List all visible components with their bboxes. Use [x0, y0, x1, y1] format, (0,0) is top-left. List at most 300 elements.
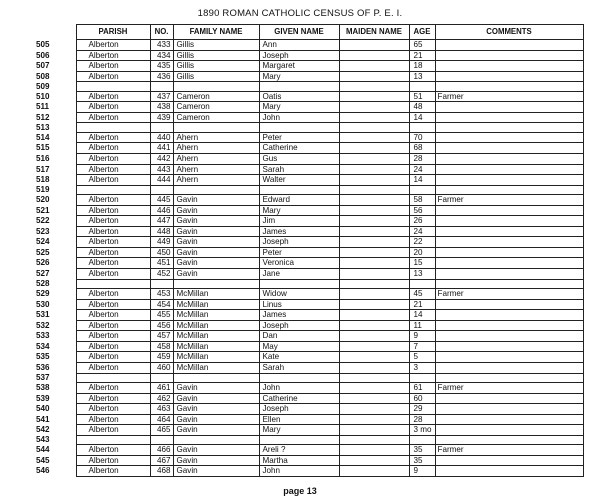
- maiden-name-cell: [339, 91, 409, 102]
- comments-cell: [435, 205, 583, 216]
- age-cell: 29: [409, 404, 435, 415]
- age-cell: 22: [409, 237, 435, 248]
- table-row: [36, 164, 583, 175]
- parish-cell: Alberton: [76, 299, 150, 310]
- maiden-name-cell: [339, 226, 409, 237]
- household-number-cell: 448: [150, 226, 173, 237]
- row-number: 528: [36, 279, 50, 289]
- age-cell: 13: [409, 71, 435, 82]
- family-name-cell: Gavin: [173, 269, 259, 280]
- family-name-cell: Ahern: [173, 154, 259, 165]
- given-name-cell: [259, 373, 339, 383]
- household-number-cell: 433: [150, 40, 173, 51]
- row-number: 532: [36, 320, 50, 330]
- row-number: 542: [36, 425, 50, 435]
- table-row: [36, 331, 583, 342]
- family-name-cell: [173, 373, 259, 383]
- given-name-cell: Peter: [259, 247, 339, 258]
- maiden-name-cell: [339, 258, 409, 269]
- table-row: [36, 50, 583, 61]
- age-cell: 18: [409, 61, 435, 72]
- table-row: [36, 425, 583, 436]
- family-name-cell: Ahern: [173, 164, 259, 175]
- row-number: 536: [36, 362, 50, 372]
- comments-cell: [435, 154, 583, 165]
- age-cell: [409, 82, 435, 92]
- comments-cell: [435, 247, 583, 258]
- household-number-cell: 442: [150, 154, 173, 165]
- maiden-name-cell: [339, 445, 409, 456]
- household-number-cell: 462: [150, 393, 173, 404]
- given-name-cell: [259, 82, 339, 92]
- row-number-header: [36, 25, 76, 40]
- age-cell: 3: [409, 362, 435, 373]
- parish-cell: Alberton: [76, 71, 150, 82]
- given-name-cell: Mary: [259, 71, 339, 82]
- table-row: [36, 341, 583, 352]
- household-number-cell: 457: [150, 331, 173, 342]
- row-number: 540: [36, 404, 50, 414]
- given-name-header: GIVEN NAME: [259, 25, 339, 40]
- parish-cell: Alberton: [76, 112, 150, 123]
- comments-cell: [435, 393, 583, 404]
- parish-cell: [76, 279, 150, 289]
- household-number-cell: 443: [150, 164, 173, 175]
- age-cell: [409, 435, 435, 445]
- parish-cell: [76, 123, 150, 133]
- row-number: 534: [36, 341, 50, 351]
- household-number-cell: 441: [150, 143, 173, 154]
- parish-cell: Alberton: [76, 352, 150, 363]
- parish-cell: Alberton: [76, 205, 150, 216]
- family-name-cell: Gavin: [173, 195, 259, 206]
- row-number: 505: [36, 40, 50, 49]
- table-row: [36, 143, 583, 154]
- comments-cell: [435, 175, 583, 186]
- comments-cell: [435, 102, 583, 113]
- family-name-cell: Ahern: [173, 175, 259, 186]
- family-name-cell: Gavin: [173, 466, 259, 477]
- parish-cell: Alberton: [76, 383, 150, 394]
- comments-cell: [435, 299, 583, 310]
- page-number: page 13: [283, 486, 317, 496]
- comments-cell: [435, 310, 583, 321]
- comments-cell: [435, 404, 583, 415]
- row-number: 507: [36, 61, 50, 71]
- row-number: 533: [36, 331, 50, 341]
- maiden-name-cell: [339, 143, 409, 154]
- given-name-cell: John: [259, 112, 339, 123]
- maiden-name-cell: [339, 289, 409, 300]
- row-number: 521: [36, 205, 50, 215]
- table-row: [36, 455, 583, 466]
- age-cell: 9: [409, 331, 435, 342]
- given-name-cell: Peter: [259, 132, 339, 143]
- given-name-cell: Jim: [259, 216, 339, 227]
- household-number-cell: 468: [150, 466, 173, 477]
- household-number-cell: 467: [150, 455, 173, 466]
- family-name-cell: McMillan: [173, 320, 259, 331]
- age-cell: 45: [409, 289, 435, 300]
- household-number-cell: 449: [150, 237, 173, 248]
- household-number-cell: 458: [150, 341, 173, 352]
- maiden-name-cell: [339, 352, 409, 363]
- age-cell: 24: [409, 226, 435, 237]
- family-name-cell: Cameron: [173, 91, 259, 102]
- table-row: [36, 279, 583, 289]
- table-row: [36, 362, 583, 373]
- age-cell: 24: [409, 164, 435, 175]
- household-number-cell: 459: [150, 352, 173, 363]
- parish-cell: Alberton: [76, 466, 150, 477]
- family-name-cell: Gavin: [173, 455, 259, 466]
- family-name-cell: McMillan: [173, 331, 259, 342]
- row-number: 530: [36, 299, 50, 309]
- given-name-cell: Joseph: [259, 50, 339, 61]
- comments-cell: [435, 61, 583, 72]
- family-name-cell: McMillan: [173, 341, 259, 352]
- household-number-cell: 436: [150, 71, 173, 82]
- comments-cell: Farmer: [435, 91, 583, 102]
- row-number: 543: [36, 435, 50, 445]
- given-name-cell: [259, 185, 339, 195]
- household-number-cell: 445: [150, 195, 173, 206]
- given-name-cell: Dan: [259, 331, 339, 342]
- family-name-cell: Gavin: [173, 393, 259, 404]
- age-cell: 51: [409, 91, 435, 102]
- row-number: 544: [36, 445, 50, 455]
- table-row: [36, 466, 583, 477]
- table-row: [36, 102, 583, 113]
- comments-cell: [435, 414, 583, 425]
- row-number: 509: [36, 81, 50, 91]
- household-number-cell: 438: [150, 102, 173, 113]
- table-row: [36, 352, 583, 363]
- table-row: [36, 393, 583, 404]
- family-name-cell: Gillis: [173, 61, 259, 72]
- age-cell: 3 mo: [409, 425, 435, 436]
- household-number-cell: 454: [150, 299, 173, 310]
- header-row: [36, 25, 583, 40]
- household-number-cell: [150, 185, 173, 195]
- age-cell: 58: [409, 195, 435, 206]
- age-cell: 28: [409, 414, 435, 425]
- maiden-name-cell: [339, 112, 409, 123]
- household-number-cell: 455: [150, 310, 173, 321]
- row-number: 523: [36, 226, 50, 236]
- table-row: [36, 175, 583, 186]
- parish-cell: Alberton: [76, 414, 150, 425]
- table-row: [36, 289, 583, 300]
- given-name-cell: Catherine: [259, 143, 339, 154]
- parish-cell: Alberton: [76, 310, 150, 321]
- given-name-cell: Mary: [259, 205, 339, 216]
- given-name-cell: James: [259, 226, 339, 237]
- family-name-cell: [173, 185, 259, 195]
- age-cell: 60: [409, 393, 435, 404]
- household-number-cell: [150, 279, 173, 289]
- comments-cell: [435, 185, 583, 195]
- table-row: [36, 414, 583, 425]
- comments-cell: Farmer: [435, 195, 583, 206]
- family-name-cell: Cameron: [173, 102, 259, 113]
- parish-cell: Alberton: [76, 216, 150, 227]
- parish-cell: Alberton: [76, 237, 150, 248]
- row-number: 512: [36, 112, 50, 122]
- parish-cell: Alberton: [76, 289, 150, 300]
- maiden-name-cell: [339, 195, 409, 206]
- comments-cell: [435, 258, 583, 269]
- family-name-cell: Gillis: [173, 50, 259, 61]
- comments-cell: [435, 362, 583, 373]
- given-name-cell: Catherine: [259, 393, 339, 404]
- comments-cell: [435, 237, 583, 248]
- parish-cell: [76, 185, 150, 195]
- parish-cell: Alberton: [76, 154, 150, 165]
- table-row: [36, 91, 583, 102]
- maiden-name-cell: [339, 425, 409, 436]
- family-name-cell: McMillan: [173, 352, 259, 363]
- table-body: [36, 40, 583, 477]
- maiden-name-cell: [339, 40, 409, 51]
- comments-cell: [435, 82, 583, 92]
- age-cell: 15: [409, 258, 435, 269]
- parish-cell: Alberton: [76, 61, 150, 72]
- family-name-cell: Gillis: [173, 71, 259, 82]
- table-row: [36, 320, 583, 331]
- maiden-name-header: MAIDEN NAME: [339, 25, 409, 40]
- family-name-cell: McMillan: [173, 310, 259, 321]
- given-name-cell: May: [259, 341, 339, 352]
- family-name-cell: Ahern: [173, 132, 259, 143]
- maiden-name-cell: [339, 373, 409, 383]
- maiden-name-cell: [339, 404, 409, 415]
- maiden-name-cell: [339, 82, 409, 92]
- age-cell: 28: [409, 154, 435, 165]
- family-name-cell: Gavin: [173, 237, 259, 248]
- comments-cell: [435, 132, 583, 143]
- parish-cell: Alberton: [76, 91, 150, 102]
- row-number: 508: [36, 71, 50, 81]
- table-row: [36, 383, 583, 394]
- given-name-cell: Ellen: [259, 414, 339, 425]
- row-number: 517: [36, 164, 50, 174]
- row-number: 545: [36, 455, 50, 465]
- parish-cell: Alberton: [76, 102, 150, 113]
- comments-cell: [435, 455, 583, 466]
- parish-cell: Alberton: [76, 341, 150, 352]
- row-number: 510: [36, 91, 50, 101]
- maiden-name-cell: [339, 61, 409, 72]
- maiden-name-cell: [339, 362, 409, 373]
- table-row: [36, 299, 583, 310]
- comments-cell: [435, 164, 583, 175]
- parish-cell: Alberton: [76, 362, 150, 373]
- maiden-name-cell: [339, 185, 409, 195]
- row-number: 541: [36, 414, 50, 424]
- maiden-name-cell: [339, 247, 409, 258]
- row-number: 529: [36, 289, 50, 299]
- given-name-cell: Oatis: [259, 91, 339, 102]
- table-row: [36, 226, 583, 237]
- row-number: 526: [36, 258, 50, 268]
- given-name-cell: [259, 435, 339, 445]
- given-name-cell: Edward: [259, 195, 339, 206]
- age-cell: 68: [409, 143, 435, 154]
- page-title: 1890 ROMAN CATHOLIC CENSUS OF P. E. I.: [197, 8, 403, 19]
- household-number-cell: 453: [150, 289, 173, 300]
- household-number-cell: 463: [150, 404, 173, 415]
- household-number-cell: 446: [150, 205, 173, 216]
- age-cell: 11: [409, 320, 435, 331]
- maiden-name-cell: [339, 279, 409, 289]
- age-cell: 35: [409, 455, 435, 466]
- household-number-cell: 461: [150, 383, 173, 394]
- maiden-name-cell: [339, 237, 409, 248]
- age-cell: 35: [409, 445, 435, 456]
- maiden-name-cell: [339, 269, 409, 280]
- age-cell: 9: [409, 466, 435, 477]
- comments-cell: [435, 216, 583, 227]
- maiden-name-cell: [339, 50, 409, 61]
- table-row: [36, 82, 583, 92]
- maiden-name-cell: [339, 164, 409, 175]
- maiden-name-cell: [339, 310, 409, 321]
- maiden-name-cell: [339, 102, 409, 113]
- comments-cell: [435, 279, 583, 289]
- age-cell: 7: [409, 341, 435, 352]
- household-number-cell: [150, 435, 173, 445]
- comments-cell: [435, 123, 583, 133]
- no-header: NO.: [150, 25, 173, 40]
- given-name-cell: Jane: [259, 269, 339, 280]
- table-row: [36, 269, 583, 280]
- family-name-cell: [173, 82, 259, 92]
- given-name-cell: Linus: [259, 299, 339, 310]
- family-name-cell: McMillan: [173, 362, 259, 373]
- family-name-cell: Gavin: [173, 404, 259, 415]
- comments-cell: [435, 50, 583, 61]
- maiden-name-cell: [339, 320, 409, 331]
- given-name-cell: Joseph: [259, 404, 339, 415]
- table-row: [36, 132, 583, 143]
- parish-cell: Alberton: [76, 226, 150, 237]
- table-row: [36, 258, 583, 269]
- parish-cell: Alberton: [76, 269, 150, 280]
- household-number-cell: 439: [150, 112, 173, 123]
- parish-cell: Alberton: [76, 455, 150, 466]
- row-number: 539: [36, 393, 50, 403]
- age-cell: 56: [409, 205, 435, 216]
- parish-cell: Alberton: [76, 195, 150, 206]
- family-name-header: FAMILY NAME: [173, 25, 259, 40]
- family-name-cell: [173, 279, 259, 289]
- comments-cell: [435, 331, 583, 342]
- maiden-name-cell: [339, 205, 409, 216]
- table-row: [36, 404, 583, 415]
- given-name-cell: Joseph: [259, 320, 339, 331]
- age-cell: 5: [409, 352, 435, 363]
- row-number: 525: [36, 247, 50, 257]
- parish-cell: Alberton: [76, 445, 150, 456]
- age-cell: 13: [409, 269, 435, 280]
- parish-cell: [76, 82, 150, 92]
- table-row: [36, 195, 583, 206]
- comments-cell: [435, 373, 583, 383]
- maiden-name-cell: [339, 154, 409, 165]
- row-number: 518: [36, 175, 50, 185]
- age-cell: [409, 123, 435, 133]
- given-name-cell: Widow: [259, 289, 339, 300]
- given-name-cell: James: [259, 310, 339, 321]
- row-number: 519: [36, 185, 50, 195]
- row-number: 537: [36, 373, 50, 382]
- household-number-cell: [150, 123, 173, 133]
- age-cell: 14: [409, 112, 435, 123]
- maiden-name-cell: [339, 331, 409, 342]
- family-name-cell: [173, 123, 259, 133]
- row-number: 531: [36, 310, 50, 320]
- row-number: 514: [36, 132, 50, 142]
- table-row: [36, 185, 583, 195]
- maiden-name-cell: [339, 71, 409, 82]
- maiden-name-cell: [339, 216, 409, 227]
- maiden-name-cell: [339, 341, 409, 352]
- row-number: 535: [36, 352, 50, 362]
- household-number-cell: [150, 373, 173, 383]
- family-name-cell: Gavin: [173, 445, 259, 456]
- given-name-cell: John: [259, 466, 339, 477]
- age-cell: 70: [409, 132, 435, 143]
- given-name-cell: Ann: [259, 40, 339, 51]
- given-name-cell: Walter: [259, 175, 339, 186]
- family-name-cell: [173, 435, 259, 445]
- parish-cell: Alberton: [76, 175, 150, 186]
- household-number-cell: 466: [150, 445, 173, 456]
- parish-cell: Alberton: [76, 164, 150, 175]
- row-number: 527: [36, 269, 50, 279]
- given-name-cell: Areli ?: [259, 445, 339, 456]
- age-cell: 26: [409, 216, 435, 227]
- table-row: [36, 40, 583, 51]
- family-name-cell: Ahern: [173, 143, 259, 154]
- parish-cell: Alberton: [76, 404, 150, 415]
- parish-cell: Alberton: [76, 247, 150, 258]
- parish-cell: Alberton: [76, 258, 150, 269]
- household-number-cell: 440: [150, 132, 173, 143]
- comments-cell: [435, 466, 583, 477]
- family-name-cell: Gavin: [173, 216, 259, 227]
- family-name-cell: McMillan: [173, 299, 259, 310]
- row-number: 538: [36, 383, 50, 393]
- given-name-cell: [259, 123, 339, 133]
- household-number-cell: 447: [150, 216, 173, 227]
- table-row: [36, 247, 583, 258]
- comments-cell: Farmer: [435, 289, 583, 300]
- comments-cell: Farmer: [435, 445, 583, 456]
- given-name-cell: Sarah: [259, 164, 339, 175]
- household-number-cell: 437: [150, 91, 173, 102]
- household-number-cell: [150, 82, 173, 92]
- parish-header: PARISH: [76, 25, 150, 40]
- table-row: [36, 123, 583, 133]
- age-cell: 21: [409, 299, 435, 310]
- age-cell: 65: [409, 40, 435, 51]
- household-number-cell: 460: [150, 362, 173, 373]
- parish-cell: [76, 435, 150, 445]
- maiden-name-cell: [339, 132, 409, 143]
- family-name-cell: Gavin: [173, 205, 259, 216]
